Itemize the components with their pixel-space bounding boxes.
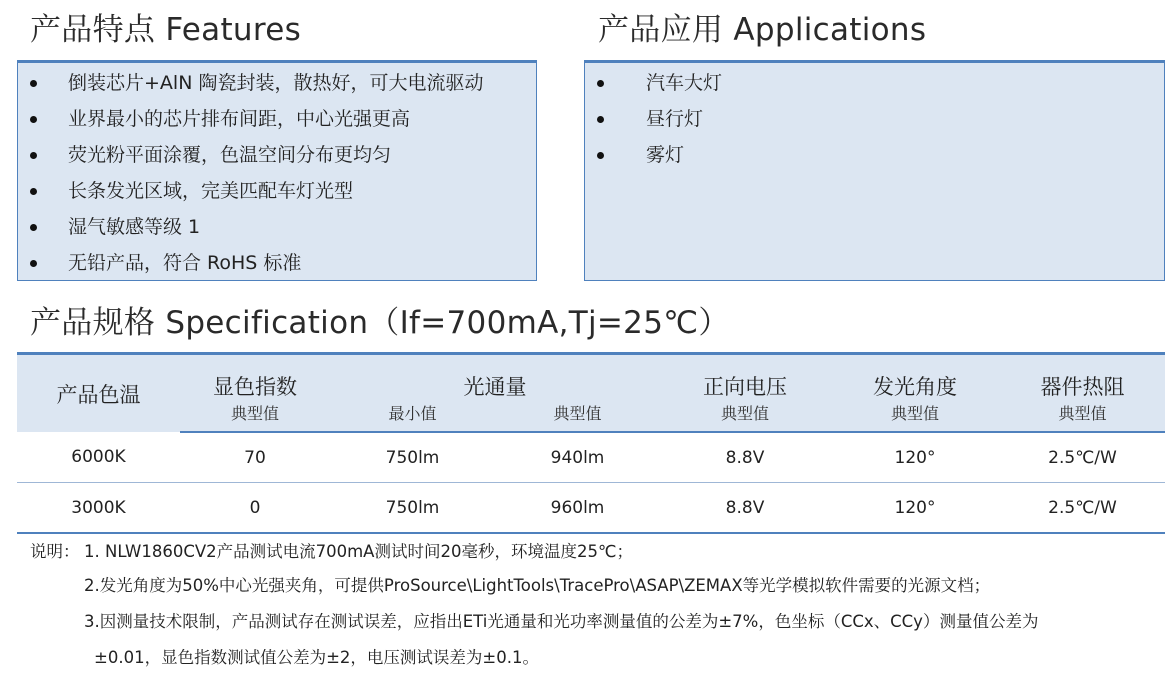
note-line-4: ±0.01，显色指数测试值公差为±2，电压测试误差为±0.1。 [94,648,539,667]
cell-vf: 8.8V [660,483,830,534]
subheader-rth: 典型值 [1000,401,1165,432]
cell-cct: 6000K [17,432,180,483]
cell-vf: 8.8V [660,432,830,483]
feature-item: 荧光粉平面涂覆，色温空间分布更均匀 [18,137,536,173]
features-panel [17,60,537,281]
cell-flux-typ: 960lm [495,483,660,534]
specification-title: 产品规格 Specification（If=700mA,Tj=25℃） [30,305,730,341]
cell-cri: 70 [180,432,330,483]
header-flux: 光通量 [330,354,660,402]
header-vf: 正向电压 [660,354,830,402]
table-subheader-row [17,401,1165,432]
bullet-icon [30,80,37,87]
cell-angle: 120° [830,432,1000,483]
applications-title: 产品应用 Applications [598,12,927,48]
table-row [17,432,1165,483]
header-rth: 器件热阻 [1000,354,1165,402]
cell-angle: 120° [830,483,1000,534]
feature-item: 业界最小的芯片排布间距，中心光强更高 [18,101,536,137]
bullet-icon [30,260,37,267]
bullet-icon [30,116,37,123]
application-item: 雾灯 [585,137,1164,173]
table-row [17,483,1165,534]
subheader-vf: 典型值 [660,401,830,432]
subheader-angle: 典型值 [830,401,1000,432]
feature-item: 倒装芯片+AlN 陶瓷封装，散热好，可大电流驱动 [18,65,536,101]
subheader-flux-typ: 典型值 [495,401,660,432]
application-item: 昼行灯 [585,101,1164,137]
feature-item: 湿气敏感等级 1 [18,209,536,245]
note-line-1: 1. NLW1860CV2产品测试电流700mA测试时间20毫秒，环境温度25℃； [84,542,633,561]
table-header-row [17,354,1165,402]
feature-item: 长条发光区域，完美匹配车灯光型 [18,173,536,209]
specification-table [17,352,1165,534]
applications-panel [584,60,1165,281]
subheader-cri: 典型值 [180,401,330,432]
feature-item: 无铅产品，符合 RoHS 标准 [18,245,536,281]
cell-rth: 2.5℃/W [1000,483,1165,534]
bullet-icon [597,116,604,123]
features-list [18,65,536,281]
cell-flux-min: 750lm [330,483,495,534]
cell-cri: 0 [180,483,330,534]
cell-rth: 2.5℃/W [1000,432,1165,483]
bullet-icon [30,152,37,159]
bullet-icon [597,80,604,87]
notes-label: 说明： [30,542,80,561]
note-line-3: 3.因测量技术限制，产品测试存在测试误差，应指出ETi光通量和光功率测量值的公差为±7%，色坐标（CCx、CCy）测量值公差为 [84,612,1039,631]
cell-cct: 3000K [17,483,180,534]
features-title: 产品特点 Features [30,12,302,48]
bullet-icon [30,188,37,195]
bullet-icon [30,224,37,231]
subheader-flux-min: 最小值 [330,401,495,432]
cell-flux-typ: 940lm [495,432,660,483]
applications-list [585,65,1164,173]
header-cri: 显色指数 [180,354,330,402]
header-cct: 产品色温 [17,354,180,433]
note-line-2: 2.发光角度为50%中心光强夹角，可提供ProSource\LightTools\TracePro\ASAP\ZEMAX等光学模拟软件需要的光源文档； [84,576,991,595]
bullet-icon [597,152,604,159]
cell-flux-min: 750lm [330,432,495,483]
header-angle: 发光角度 [830,354,1000,402]
application-item: 汽车大灯 [585,65,1164,101]
